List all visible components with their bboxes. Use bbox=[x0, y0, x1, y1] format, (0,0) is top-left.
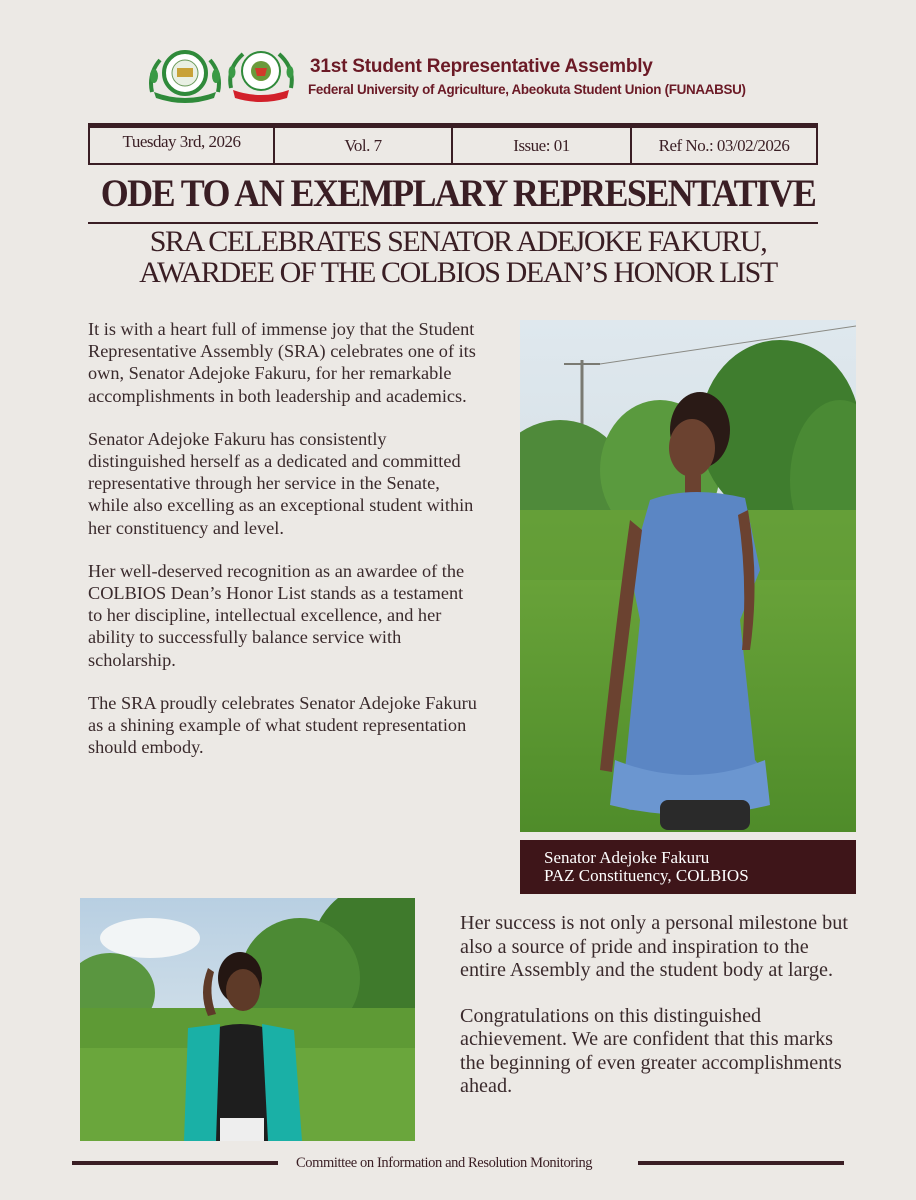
footer-committee: Committee on Information and Resolution Monitoring bbox=[296, 1155, 593, 1171]
paragraph: Congratulations on this distinguished achievement. We are confident that this marks the beginning of even greater accomplishments ahead. bbox=[460, 1004, 842, 1097]
student-union-logo bbox=[225, 46, 303, 104]
university-logo bbox=[146, 46, 224, 104]
caption-name: Senator Adejoke Fakuru bbox=[544, 848, 710, 867]
paragraph: Her success is not only a personal milestone but also a source of pride and inspiration to the entire Assembly and the student body at large. bbox=[460, 912, 848, 981]
paragraph: Senator Adejoke Fakuru has consistently distinguished herself as a dedicated and committed representative through her service in the Senate, while also excelling as an exceptional student within her constituency and level. bbox=[88, 428, 474, 538]
headline: ODE TO AN EXEMPLARY REPRESENTATIVE bbox=[100, 171, 816, 215]
paragraph: It is with a heart full of immense joy that the Student Representative Assembly (SRA) celebrates one of its own, Senator Adejoke Fakuru, for her remarkable accomplishments in both leadership and academics. bbox=[88, 319, 476, 406]
info-bar-divider bbox=[816, 128, 818, 164]
photo-caption bbox=[520, 840, 856, 894]
subheadline bbox=[0, 226, 916, 288]
issue-date: Tuesday 3rd, 2026 bbox=[122, 132, 241, 151]
paragraph: The SRA proudly celebrates Senator Adejoke Fakuru as a shining example of what student representation should embody. bbox=[88, 692, 477, 758]
paragraph: Her well-deserved recognition as an awardee of the COLBIOS Dean’s Honor List stands as a testament to her discipline, intellectual excellence, and her ability to successfully balance service with scholarship. bbox=[88, 560, 465, 670]
footer-rule-right bbox=[638, 1161, 844, 1165]
volume-number: Vol. 7 bbox=[344, 136, 382, 155]
caption-constituency: PAZ Constituency, COLBIOS bbox=[544, 866, 749, 885]
article-body-right bbox=[460, 912, 856, 1121]
senator-portrait-photo bbox=[520, 320, 856, 832]
article-body-left bbox=[88, 318, 480, 779]
subheadline-line-2: AWARDEE OF THE COLBIOS DEAN’S HONOR LIST bbox=[139, 256, 777, 289]
subheadline-line-1: SRA CELEBRATES SENATOR ADEJOKE FAKURU, bbox=[149, 225, 767, 258]
issue-number: Issue: 01 bbox=[513, 136, 570, 155]
reference-number: Ref No.: 03/02/2026 bbox=[658, 136, 790, 155]
senator-second-photo bbox=[80, 898, 415, 1141]
union-subtitle: Federal University of Agriculture, Abeokuta Student Union (FUNAABSU) bbox=[308, 82, 746, 97]
footer-rule-left bbox=[72, 1161, 278, 1165]
assembly-title: 31st Student Representative Assembly bbox=[310, 56, 653, 77]
headline-rule bbox=[88, 222, 818, 224]
